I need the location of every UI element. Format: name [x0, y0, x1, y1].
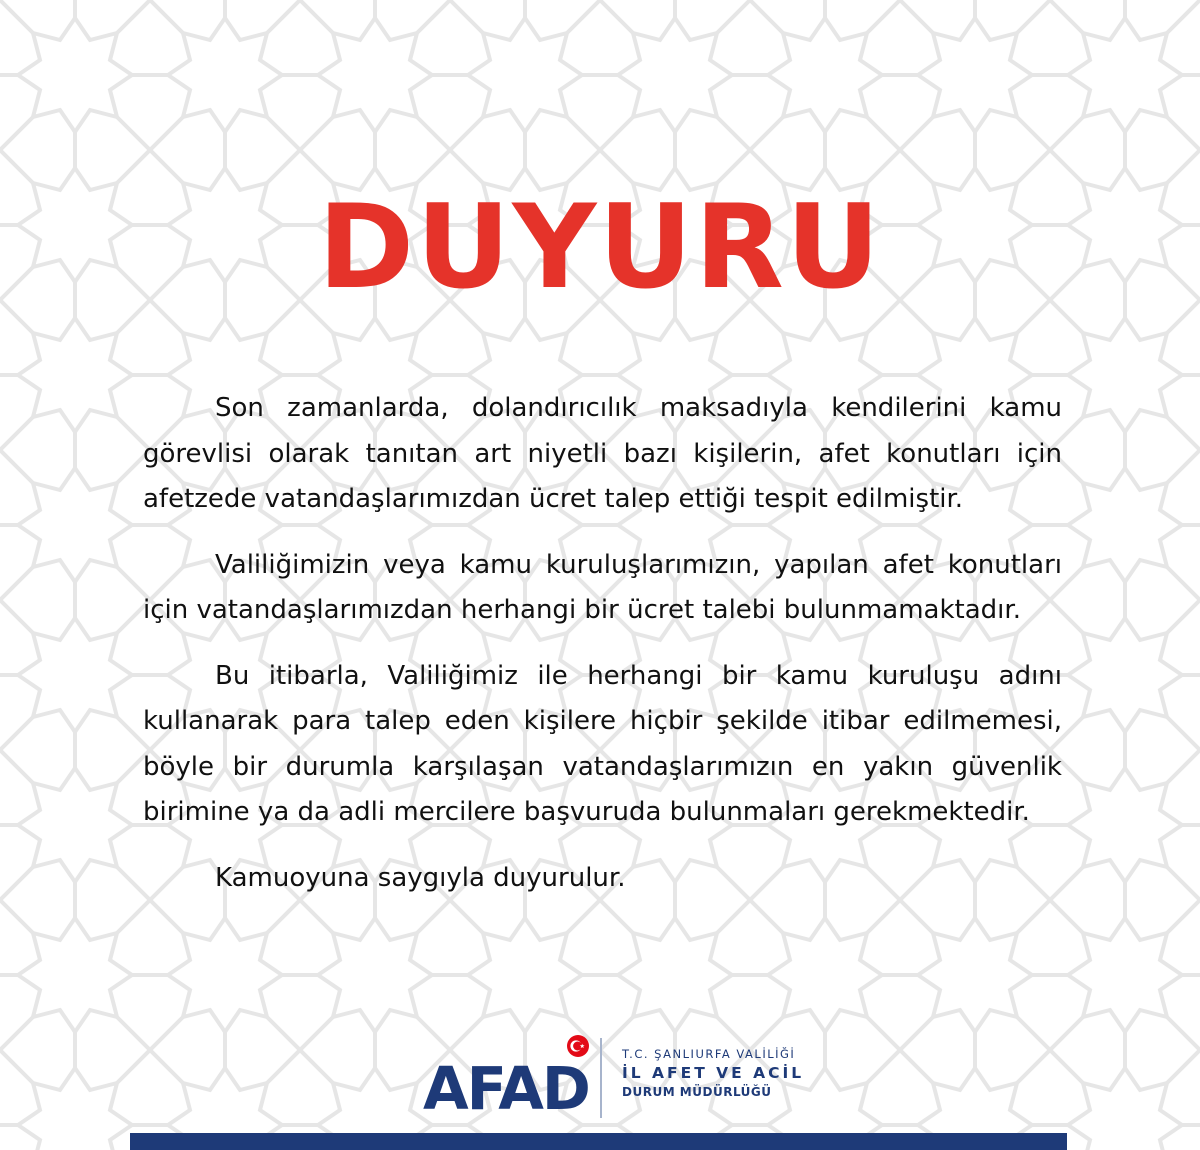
org-line-directorate-2: DURUM MÜDÜRLÜĞÜ [622, 1085, 772, 1099]
afad-logo-block [420, 1030, 805, 1123]
paragraph-3: Bu itibarla, Valiliğimiz ile herhangi bir kamu kuruluşu adını kullanarak para talep eden kişilere hiçbir şekilde itibar edilmemesi, böyle bir durumla karşılaşan vatandaşlarımızın en yakın güvenlik birimine ya da adli mercilere başvuruda bulunmaları gerekmektedir. [143, 660, 1062, 827]
announcement-body [143, 386, 1062, 901]
closing-line: Kamuoyuna saygıyla duyurulur. [215, 862, 626, 893]
afad-logo-text: AFAD [423, 1054, 589, 1123]
footer-bar [130, 1133, 1067, 1150]
organization-name [622, 1046, 805, 1101]
paragraph-2: Valiliğimizin veya kamu kuruluşlarımızın, yapılan afet konutları için vatandaşlarımızdan herhangi bir ücret talebi bulunmamaktadır. [143, 549, 1062, 625]
org-line-governorship: T.C. ŞANLIURFA VALİLİĞİ [622, 1047, 796, 1061]
announcement-title: DUYURU [317, 180, 883, 315]
logo-divider [600, 1038, 602, 1118]
org-line-directorate-1: İL AFET VE ACİL [622, 1064, 805, 1082]
paragraph-1: Son zamanlarda, dolandırıcılık maksadıyla kendilerini kamu görevlisi olarak tanıtan art niyetli bazı kişilerin, afet konutları için afetzede vatandaşlarımızdan ücret talep ettiği tespit edilmiştir. [143, 393, 1062, 514]
